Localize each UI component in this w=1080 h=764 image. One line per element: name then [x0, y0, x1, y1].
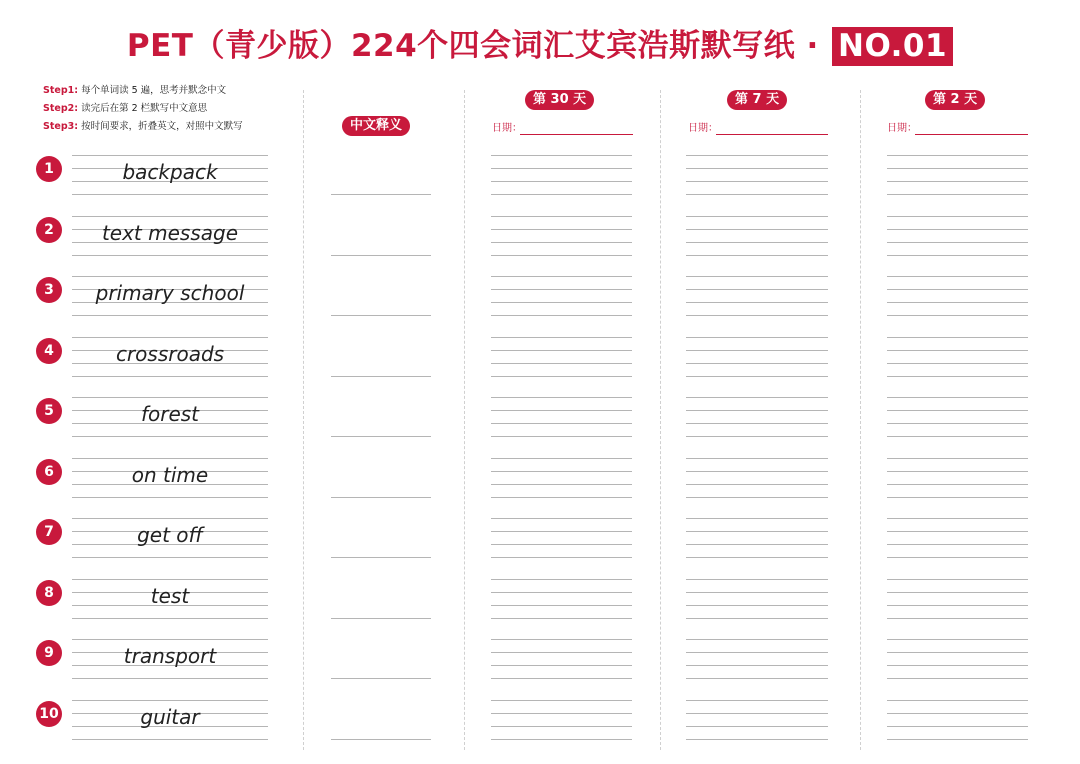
english-guideline [72, 678, 268, 679]
dictation-line-day30[interactable] [491, 302, 632, 303]
dictation-line-day2[interactable] [887, 639, 1028, 640]
english-word: primary school [95, 281, 245, 305]
dictation-line-day7[interactable] [686, 700, 828, 701]
dictation-line-day7[interactable] [686, 471, 828, 472]
dictation-line-day30[interactable] [491, 337, 632, 338]
dictation-line-day30[interactable] [491, 423, 632, 424]
dictation-line-day30[interactable] [491, 410, 632, 411]
english-guideline [72, 397, 268, 398]
dictation-line-day7[interactable] [686, 639, 828, 640]
dictation-line-day7[interactable] [686, 618, 828, 619]
dictation-line-day30[interactable] [491, 350, 632, 351]
dictation-line-day7[interactable] [686, 276, 828, 277]
dictation-line-day2[interactable] [887, 315, 1028, 316]
meaning-answer-line[interactable] [331, 497, 431, 498]
dictation-line-day2[interactable] [887, 229, 1028, 230]
dictation-line-day2[interactable] [887, 497, 1028, 498]
english-word: crossroads [115, 341, 225, 366]
english-guideline [72, 639, 268, 640]
dictation-line-day7[interactable] [686, 168, 828, 169]
instruction-step-2: Step2: 读完后在第 2 栏默写中文意思 [43, 103, 208, 114]
dictation-line-day2[interactable] [887, 155, 1028, 156]
dictation-line-day30[interactable] [491, 289, 632, 290]
word-number-badge: 1 [36, 156, 62, 182]
dictation-line-day7[interactable] [686, 531, 828, 532]
english-guideline [72, 194, 268, 195]
dictation-line-day30[interactable] [491, 665, 632, 666]
date-field-day7[interactable] [716, 134, 828, 135]
dictation-line-day7[interactable] [686, 242, 828, 243]
english-guideline [72, 739, 268, 740]
dictation-line-day7[interactable] [686, 376, 828, 377]
dictation-line-day2[interactable] [887, 194, 1028, 195]
dictation-line-day2[interactable] [887, 363, 1028, 364]
english-guideline [72, 557, 268, 558]
dictation-line-day7[interactable] [686, 181, 828, 182]
dictation-line-day2[interactable] [887, 484, 1028, 485]
dictation-line-day7[interactable] [686, 410, 828, 411]
dictation-line-day7[interactable] [686, 216, 828, 217]
dictation-line-day30[interactable] [491, 652, 632, 653]
word-number-badge: 9 [36, 640, 62, 666]
dictation-line-day2[interactable] [887, 652, 1028, 653]
english-word: on time [131, 462, 209, 487]
dictation-line-day7[interactable] [686, 397, 828, 398]
dictation-line-day2[interactable] [887, 410, 1028, 411]
column-title-meaning: 中文释义 [342, 116, 410, 136]
english-guideline [72, 700, 268, 701]
dictation-line-day30[interactable] [491, 181, 632, 182]
dictation-line-day7[interactable] [686, 255, 828, 256]
dictation-line-day7[interactable] [686, 665, 828, 666]
dictation-line-day30[interactable] [491, 155, 632, 156]
title-text: PET（青少版）224个四会词汇艾宾浩斯默写纸 · [126, 28, 831, 64]
column-separator [860, 90, 861, 750]
dictation-line-day7[interactable] [686, 579, 828, 580]
dictation-line-day2[interactable] [887, 255, 1028, 256]
date-label-day2: 日期： [887, 123, 917, 134]
dictation-line-day30[interactable] [491, 471, 632, 472]
dictation-line-day30[interactable] [491, 678, 632, 679]
dictation-line-day2[interactable] [887, 700, 1028, 701]
word-number-badge: 8 [36, 580, 62, 606]
dictation-line-day30[interactable] [491, 242, 632, 243]
meaning-answer-line[interactable] [331, 315, 431, 316]
dictation-line-day30[interactable] [491, 518, 632, 519]
instruction-step-3: Step3: 按时间要求，折叠英文，对照中文默写 [43, 121, 243, 132]
meaning-answer-line[interactable] [331, 376, 431, 377]
dictation-line-day30[interactable] [491, 639, 632, 640]
instructions [43, 82, 243, 136]
dictation-line-day7[interactable] [686, 289, 828, 290]
dictation-line-day30[interactable] [491, 194, 632, 195]
dictation-line-day30[interactable] [491, 497, 632, 498]
dictation-line-day2[interactable] [887, 376, 1028, 377]
dictation-line-day30[interactable] [491, 605, 632, 606]
dictation-line-day2[interactable] [887, 337, 1028, 338]
dictation-line-day30[interactable] [491, 376, 632, 377]
dictation-line-day2[interactable] [887, 713, 1028, 714]
dictation-line-day30[interactable] [491, 544, 632, 545]
dictation-line-day2[interactable] [887, 397, 1028, 398]
dictation-line-day30[interactable] [491, 557, 632, 558]
dictation-line-day30[interactable] [491, 592, 632, 593]
dictation-line-day7[interactable] [686, 605, 828, 606]
english-word: backpack [122, 160, 218, 184]
dictation-line-day2[interactable] [887, 168, 1028, 169]
dictation-line-day30[interactable] [491, 618, 632, 619]
dictation-line-day7[interactable] [686, 726, 828, 727]
date-label-day30: 日期： [492, 123, 522, 134]
dictation-line-day2[interactable] [887, 276, 1028, 277]
dictation-line-day30[interactable] [491, 363, 632, 364]
dictation-line-day7[interactable] [686, 713, 828, 714]
dictation-line-day2[interactable] [887, 289, 1028, 290]
dictation-line-day30[interactable] [491, 436, 632, 437]
dictation-line-day2[interactable] [887, 557, 1028, 558]
dictation-line-day30[interactable] [491, 579, 632, 580]
dictation-line-day7[interactable] [686, 739, 828, 740]
meaning-answer-line[interactable] [331, 739, 431, 740]
meaning-answer-line[interactable] [331, 618, 431, 619]
word-number-badge: 5 [36, 398, 62, 424]
dictation-line-day7[interactable] [686, 544, 828, 545]
meaning-answer-line[interactable] [331, 436, 431, 437]
sheet-number-badge: NO.01 [832, 27, 953, 66]
word-number-badge: 3 [36, 277, 62, 303]
dictation-line-day7[interactable] [686, 497, 828, 498]
dictation-line-day7[interactable] [686, 592, 828, 593]
english-word: test [150, 583, 190, 608]
page-title [0, 20, 1080, 66]
date-field-day30[interactable] [520, 134, 633, 135]
dictation-line-day7[interactable] [686, 350, 828, 351]
date-label-day7: 日期： [688, 123, 718, 134]
dictation-line-day30[interactable] [491, 726, 632, 727]
dictation-line-day7[interactable] [686, 557, 828, 558]
english-guideline [72, 216, 268, 217]
dictation-line-day2[interactable] [887, 216, 1028, 217]
dictation-line-day7[interactable] [686, 155, 828, 156]
meaning-answer-line[interactable] [331, 557, 431, 558]
english-word: forest [140, 402, 200, 426]
dictation-line-day2[interactable] [887, 665, 1028, 666]
word-number-badge: 6 [36, 459, 62, 485]
dictation-line-day2[interactable] [887, 181, 1028, 182]
dictation-line-day30[interactable] [491, 255, 632, 256]
dictation-line-day7[interactable] [686, 229, 828, 230]
english-guideline [72, 276, 268, 277]
column-separator [303, 90, 304, 750]
dictation-line-day2[interactable] [887, 531, 1028, 532]
english-guideline [72, 155, 268, 156]
dictation-line-day30[interactable] [491, 229, 632, 230]
english-guideline [72, 618, 268, 619]
dictation-line-day7[interactable] [686, 436, 828, 437]
dictation-line-day7[interactable] [686, 458, 828, 459]
english-guideline [72, 436, 268, 437]
dictation-line-day30[interactable] [491, 484, 632, 485]
dictation-line-day2[interactable] [887, 678, 1028, 679]
english-word: transport [123, 644, 217, 668]
instruction-step-1: Step1: 每个单词读 5 遍，思考并默念中文 [43, 85, 227, 96]
dictation-line-day2[interactable] [887, 726, 1028, 727]
dictation-line-day30[interactable] [491, 216, 632, 217]
english-guideline [72, 376, 268, 377]
dictation-line-day30[interactable] [491, 397, 632, 398]
dictation-line-day30[interactable] [491, 700, 632, 701]
dictation-line-day7[interactable] [686, 194, 828, 195]
english-guideline [72, 255, 268, 256]
english-guideline [72, 497, 268, 498]
dictation-line-day7[interactable] [686, 678, 828, 679]
dictation-line-day7[interactable] [686, 518, 828, 519]
date-field-day2[interactable] [915, 134, 1028, 135]
dictation-line-day30[interactable] [491, 276, 632, 277]
dictation-line-day2[interactable] [887, 592, 1028, 593]
dictation-line-day7[interactable] [686, 652, 828, 653]
dictation-line-day30[interactable] [491, 315, 632, 316]
english-word: text message [101, 220, 239, 245]
word-number-badge: 2 [36, 217, 62, 243]
dictation-line-day2[interactable] [887, 471, 1028, 472]
dictation-line-day2[interactable] [887, 302, 1028, 303]
english-guideline [72, 315, 268, 316]
english-guideline [72, 458, 268, 459]
column-title-day2: 第 2 天 [925, 90, 985, 110]
dictation-line-day30[interactable] [491, 458, 632, 459]
dictation-line-day2[interactable] [887, 436, 1028, 437]
dictation-line-day2[interactable] [887, 739, 1028, 740]
dictation-line-day7[interactable] [686, 423, 828, 424]
column-separator [464, 90, 465, 750]
dictation-line-day2[interactable] [887, 579, 1028, 580]
dictation-line-day2[interactable] [887, 544, 1028, 545]
dictation-line-day7[interactable] [686, 363, 828, 364]
dictation-line-day2[interactable] [887, 618, 1028, 619]
english-guideline [72, 579, 268, 580]
word-number-badge: 10 [36, 701, 62, 727]
meaning-answer-line[interactable] [331, 194, 431, 195]
english-word: get off [137, 523, 203, 547]
dictation-line-day2[interactable] [887, 242, 1028, 243]
column-title-day7: 第 7 天 [727, 90, 787, 110]
word-number-badge: 4 [36, 338, 62, 364]
dictation-line-day7[interactable] [686, 315, 828, 316]
dictation-line-day30[interactable] [491, 713, 632, 714]
dictation-line-day30[interactable] [491, 168, 632, 169]
dictation-line-day2[interactable] [887, 458, 1028, 459]
column-title-day30: 第 30 天 [525, 90, 594, 110]
dictation-line-day7[interactable] [686, 302, 828, 303]
dictation-line-day30[interactable] [491, 739, 632, 740]
dictation-line-day30[interactable] [491, 531, 632, 532]
english-guideline [72, 518, 268, 519]
dictation-line-day2[interactable] [887, 423, 1028, 424]
english-guideline [72, 337, 268, 338]
english-word: guitar [140, 704, 200, 729]
dictation-line-day7[interactable] [686, 484, 828, 485]
dictation-line-day2[interactable] [887, 605, 1028, 606]
dictation-line-day2[interactable] [887, 518, 1028, 519]
word-number-badge: 7 [36, 519, 62, 545]
dictation-line-day2[interactable] [887, 350, 1028, 351]
meaning-answer-line[interactable] [331, 678, 431, 679]
column-separator [660, 90, 661, 750]
dictation-line-day7[interactable] [686, 337, 828, 338]
meaning-answer-line[interactable] [331, 255, 431, 256]
